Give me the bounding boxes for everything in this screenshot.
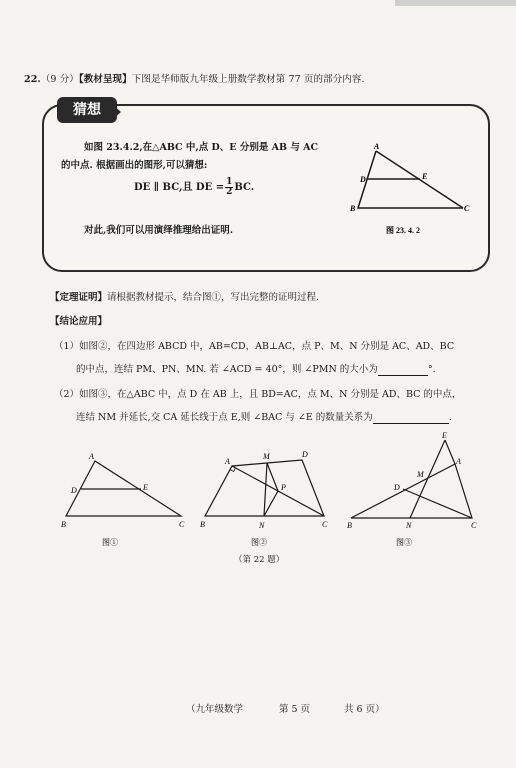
fig2-n-label: N: [259, 521, 265, 530]
fig-e-label: E: [422, 172, 428, 181]
part1-text: 的中点，连结 PM、PN、MN. 若 ∠ACD = 40°，则 ∠PMN 的大小为: [76, 364, 378, 375]
fig-a-label: A: [374, 142, 380, 151]
proof-tag: 【定理证明】: [50, 292, 108, 303]
fig2-m-label: M: [263, 452, 270, 461]
formula-right: BC.: [234, 182, 255, 193]
fig1-e-label: E: [143, 483, 148, 492]
fig3-c-label: C: [471, 521, 477, 530]
question-score: （9 分）: [40, 74, 79, 85]
fig3-d-label: D: [394, 483, 400, 492]
figure-23-4-2: [346, 142, 476, 240]
fig3-m-label: M: [417, 470, 424, 479]
part2-end: .: [448, 412, 452, 423]
part1-unit: °.: [427, 364, 436, 375]
part1-line1: （1）如图②，在四边形 ABCD 中，AB=CD，AB⊥AC，点 P、M、N 分别是 AC、AD、BC: [54, 341, 455, 352]
part2-line2: [76, 409, 452, 424]
fig1-a-label: A: [89, 452, 94, 461]
footer-subject: （九年级数学: [186, 704, 244, 715]
fig2-d-label: D: [302, 450, 308, 459]
proof-section: [50, 289, 319, 303]
question-tag: 【教材呈现】: [78, 74, 132, 85]
fraction-denominator: 2: [226, 187, 233, 197]
formula-left: DE ∥ BC,且 DE =: [134, 182, 225, 193]
figure-3: [344, 428, 494, 550]
part1-line2: [76, 361, 436, 376]
question-header: [24, 71, 365, 85]
footer-page: 第 5 页: [279, 704, 311, 715]
figure-caption: 图 23. 4. 2: [386, 226, 420, 235]
proof-text: 请根据教材提示，结合图①，写出完整的证明过程.: [107, 292, 320, 303]
question-number: 22.: [24, 74, 41, 85]
application-tag: 【结论应用】: [50, 316, 108, 327]
fig2-caption: 图②: [251, 538, 267, 547]
fig2-p-label: P: [281, 483, 286, 492]
guess-badge: 猜想: [57, 97, 117, 123]
part2-answer-blank[interactable]: [373, 412, 449, 424]
fig-d-label: D: [360, 175, 366, 184]
footer-total: 共 6 页）: [344, 704, 385, 715]
fig3-b-label: B: [347, 521, 352, 530]
fig3-a-label: A: [456, 457, 461, 466]
guess-line-3: 对此,我们可以用演绎推理给出证明.: [84, 225, 234, 236]
fig-b-label: B: [350, 204, 356, 213]
guess-line-2: 的中点. 根据画出的图形,可以猜想:: [61, 160, 208, 171]
fig1-c-label: C: [179, 520, 185, 529]
guess-formula: [134, 178, 254, 197]
fig3-e-label: E: [442, 431, 447, 440]
fig-c-label: C: [464, 204, 470, 213]
figure-1: [56, 450, 196, 550]
question-intro: 下图是华师版九年级上册数学教材第 77 页的部分内容.: [131, 74, 365, 85]
fig3-n-label: N: [406, 521, 412, 530]
question-figure-caption: （第 22 题）: [234, 555, 285, 565]
fig2-c-label: C: [322, 520, 328, 529]
fig1-caption: 图①: [102, 538, 118, 547]
fig2-b-label: B: [200, 520, 205, 529]
figure-2: [198, 446, 338, 550]
fig3-caption: 图③: [396, 538, 412, 547]
fraction-numerator: 1: [226, 177, 233, 187]
part1-answer-blank[interactable]: [378, 364, 428, 376]
fig2-a-label: A: [225, 457, 230, 466]
part2-text: 连结 NM 并延长,交 CA 延长线于点 E,则 ∠BAC 与 ∠E 的数量关系为: [76, 412, 373, 423]
guess-line-1: 如图 23.4.2,在△ABC 中,点 D、E 分别是 AB 与 AC: [84, 142, 319, 153]
fig1-d-label: D: [71, 486, 77, 495]
fig1-b-label: B: [61, 520, 66, 529]
top-edge-shadow: [395, 0, 516, 6]
part2-line1: （2）如图③，在△ABC 中，点 D 在 AB 上，且 BD=AC，点 M、N 分别是 AD、BC 的中点，: [54, 389, 462, 400]
half-fraction: [225, 178, 233, 197]
guess-badge-pointer: [112, 104, 121, 120]
